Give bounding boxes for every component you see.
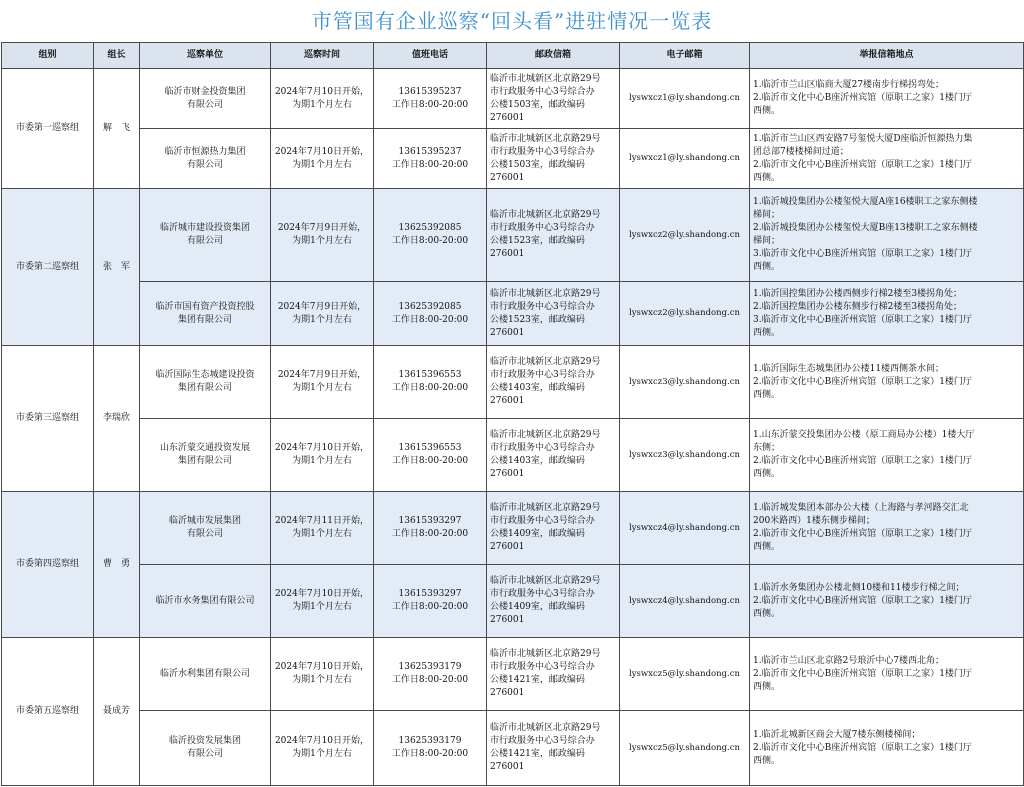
text-line: 276001 — [490, 615, 525, 625]
text-line: 2024年7月10日开始， — [274, 146, 370, 157]
text-line: 公楼1409室，邮政编码 — [490, 529, 585, 539]
text-line: 2024年7月11日开始， — [274, 516, 370, 526]
email-address: lyswxcz3@ly.shandong.cn — [620, 419, 750, 492]
text-line: 工作日8:00-20:00 — [391, 314, 469, 325]
text-line: 2024年7月10日开始， — [274, 443, 370, 453]
text-line: 为期1个月左右 — [292, 159, 352, 170]
text-line: 2.临沂国控集团办公楼东侧步行梯2楼至3楼拐角处； — [753, 301, 963, 312]
text-line: 为期1个月左右 — [292, 236, 352, 246]
inspection-time — [271, 189, 374, 282]
text-line: 西侧。 — [753, 389, 781, 400]
group-name: 市委第五巡察组 — [2, 638, 94, 786]
inspection-unit — [140, 565, 271, 638]
text-line: 2.临沂市文化中心B座沂州宾馆（原职工之家）1楼门厅 — [753, 159, 972, 170]
text-line: 为期1个月左右 — [292, 675, 352, 685]
group-leader: 李瑞欣 — [94, 346, 140, 492]
text-line: 西侧。 — [753, 172, 781, 183]
inspection-unit — [140, 189, 271, 282]
text-line: 1.临沂城发集团本部办公大楼（上海路与孝河路交汇北 — [753, 503, 969, 513]
text-line: 有限公司 — [186, 529, 223, 539]
text-line: 2.临沂市文化中心B座沂州宾馆（原职工之家）1楼门厅 — [753, 529, 972, 539]
text-line: 临沂市北城新区北京路29号 — [490, 503, 601, 513]
inspection-time — [271, 711, 374, 786]
text-line: 工作日8:00-20:00 — [391, 383, 469, 393]
report-box-location — [750, 492, 1024, 565]
text-line: 临沂市北城新区北京路29号 — [490, 576, 601, 586]
text-line: 13625393179 — [398, 662, 462, 672]
text-line: 西侧。 — [753, 327, 781, 338]
email-address: lyswxcz1@ly.shandong.cn — [620, 69, 750, 129]
text-line: 临沂市北城新区北京路29号 — [490, 73, 601, 84]
text-line: 276001 — [490, 327, 525, 338]
text-line: 山东沂蒙交通投资发展 — [159, 443, 250, 453]
table-row — [2, 419, 1024, 492]
email-address: lyswxcz4@ly.shandong.cn — [620, 565, 750, 638]
text-line: 2.临沂市文化中心B座沂州宾馆（原职工之家）1楼门厅 — [753, 376, 972, 387]
text-line: 13615396553 — [398, 443, 462, 453]
text-line: 1.临沂市兰山区北京路2号琅沂中心7楼西北角； — [753, 655, 945, 666]
table-row — [2, 189, 1024, 282]
report-box-location — [750, 419, 1024, 492]
text-line: 为期1个月左右 — [292, 456, 352, 466]
text-line: 市行政服务中心3号综合办 — [490, 516, 595, 526]
postal-box — [487, 565, 620, 638]
text-line: 2024年7月9日开始， — [277, 223, 367, 233]
text-line: 临沂市北城新区北京路29号 — [490, 723, 601, 733]
table-row — [2, 565, 1024, 638]
text-line: 1.临沂城投集团办公楼玺悦大厦A座16楼职工之家东侧楼 — [753, 197, 978, 207]
text-line: 工作日8:00-20:00 — [391, 99, 469, 110]
text-line: 临沂国际生态城建设投资 — [155, 370, 255, 380]
table-row — [2, 69, 1024, 129]
text-line: 276001 — [490, 249, 525, 259]
text-line: 200米路西）1楼东侧步梯间； — [753, 516, 875, 526]
text-line: 临沂市北城新区北京路29号 — [490, 357, 601, 367]
text-line: 公楼1403室，邮政编码 — [490, 456, 585, 466]
text-line: 2.临沂市文化中心B座沂州宾馆（原职工之家）1楼门厅 — [753, 93, 972, 103]
text-line: 2.临沂城投集团办公楼玺悦大厦B座13楼职工之家东侧楼 — [753, 223, 978, 233]
text-line: 公楼1523室，邮政编码 — [490, 314, 585, 325]
text-line: 工作日8:00-20:00 — [391, 749, 469, 759]
text-line: 为期1个月左右 — [292, 99, 352, 110]
inspection-time — [271, 565, 374, 638]
header-email: 电子邮箱 — [620, 43, 750, 69]
inspection-time — [271, 492, 374, 565]
text-line: 工作日8:00-20:00 — [391, 456, 469, 466]
inspection-time — [271, 346, 374, 419]
text-line: 有限公司 — [186, 749, 223, 759]
text-line: 276001 — [490, 469, 525, 479]
text-line: 西侧。 — [753, 608, 781, 619]
email-address: lyswxcz4@ly.shandong.cn — [620, 492, 750, 565]
text-line: 临沂水利集团有限公司 — [159, 668, 250, 679]
inspection-unit — [140, 638, 271, 711]
text-line: 13615396553 — [398, 370, 462, 380]
duty-phone — [374, 69, 487, 129]
header-group: 组别 — [2, 43, 94, 69]
report-box-location — [750, 129, 1024, 189]
text-line: 集团有限公司 — [177, 314, 232, 325]
text-line: 西侧。 — [753, 755, 781, 766]
text-line: 梯间； — [753, 236, 781, 246]
text-line: 276001 — [490, 112, 525, 123]
inspection-unit — [140, 69, 271, 129]
text-line: 西侧。 — [753, 681, 781, 692]
table-row — [2, 711, 1024, 786]
text-line: 公楼1503室，邮政编码 — [490, 159, 585, 170]
text-line: 西侧。 — [753, 542, 781, 552]
text-line: 西侧。 — [753, 262, 781, 272]
text-line: 临沂市北城新区北京路29号 — [490, 649, 601, 659]
email-address: lyswxcz2@ly.shandong.cn — [620, 282, 750, 346]
text-line: 工作日8:00-20:00 — [391, 529, 469, 539]
inspection-unit — [140, 129, 271, 189]
text-line: 为期1个月左右 — [292, 383, 352, 393]
text-line: 为期1个月左右 — [292, 602, 352, 612]
text-line: 市行政服务中心3号综合办 — [490, 301, 595, 312]
text-line: 2.临沂市文化中心B座沂州宾馆（原职工之家）1楼门厅 — [753, 668, 972, 679]
text-line: 2.临沂市文化中心B座沂州宾馆（原职工之家）1楼门厅 — [753, 456, 972, 466]
text-line: 2024年7月10日开始， — [274, 589, 370, 599]
group-name: 市委第四巡察组 — [2, 492, 94, 638]
text-line: 为期1个月左右 — [292, 529, 352, 539]
text-line: 公楼1503室，邮政编码 — [490, 99, 585, 110]
group-leader: 解 飞 — [94, 69, 140, 189]
report-box-location — [750, 711, 1024, 786]
text-line: 13625392085 — [398, 223, 462, 233]
text-line: 2024年7月10日开始， — [274, 86, 370, 97]
postal-box — [487, 69, 620, 129]
text-line: 公楼1421室，邮政编码 — [490, 675, 585, 685]
postal-box — [487, 129, 620, 189]
text-line: 公楼1409室，邮政编码 — [490, 602, 585, 612]
duty-phone — [374, 711, 487, 786]
duty-phone — [374, 129, 487, 189]
document-title: 市管国有企业巡察“回头看”进驻情况一览表 — [311, 9, 713, 33]
text-line: 集团有限公司 — [177, 383, 232, 393]
text-line: 13615393297 — [398, 589, 462, 599]
inspection-unit — [140, 346, 271, 419]
text-line: 2.临沂市文化中心B座沂州宾馆（原职工之家）1楼门厅 — [753, 595, 972, 606]
email-address: lyswxcz2@ly.shandong.cn — [620, 189, 750, 282]
text-line: 临沂城市建设投资集团 — [159, 223, 250, 233]
text-line: 13615393297 — [398, 516, 462, 526]
text-line: 团总部7楼楼梯间过道； — [753, 146, 849, 157]
text-line: 2.临沂市文化中心B座沂州宾馆（原职工之家）1楼门厅 — [753, 742, 972, 753]
text-line: 13625392085 — [398, 301, 462, 312]
report-box-location — [750, 189, 1024, 282]
inspection-unit — [140, 711, 271, 786]
text-line: 公楼1421室，邮政编码 — [490, 749, 585, 759]
report-box-location — [750, 69, 1024, 129]
text-line: 临沂市北城新区北京路29号 — [490, 288, 601, 299]
text-line: 市行政服务中心3号综合办 — [490, 736, 595, 746]
text-line: 公楼1403室，邮政编码 — [490, 383, 585, 393]
text-line: 1.临沂水务集团办公楼北侧10楼和11楼步行梯之间； — [753, 582, 965, 593]
group-name: 市委第二巡察组 — [2, 189, 94, 346]
text-line: 为期1个月左右 — [292, 314, 352, 325]
group-leader: 曹 勇 — [94, 492, 140, 638]
text-line: 临沂市恒源热力集团 — [164, 146, 246, 157]
text-line: 1.临沂市兰山区临商大厦27楼南步行梯拐弯处； — [753, 80, 945, 90]
text-line: 市行政服务中心3号综合办 — [490, 589, 595, 599]
text-line: 市行政服务中心3号综合办 — [490, 443, 595, 453]
text-line: 276001 — [490, 172, 525, 183]
text-line: 1.临沂国控集团办公楼西侧步行梯2楼至3楼拐角处； — [753, 288, 963, 299]
text-line: 梯间； — [753, 210, 781, 220]
group-leader: 聂成芳 — [94, 638, 140, 786]
group-name: 市委第三巡察组 — [2, 346, 94, 492]
inspection-time — [271, 129, 374, 189]
text-line: 276001 — [490, 762, 525, 772]
header-time: 巡察时间 — [271, 43, 374, 69]
report-box-location — [750, 565, 1024, 638]
text-line: 临沂市水务集团有限公司 — [155, 595, 255, 606]
inspection-time — [271, 69, 374, 129]
text-line: 有限公司 — [186, 236, 223, 246]
text-line: 西侧。 — [753, 106, 781, 116]
text-line: 有限公司 — [186, 159, 223, 170]
table-row — [2, 492, 1024, 565]
text-line: 东侧； — [753, 443, 781, 453]
text-line: 1.临沂市兰山区西安路7号玺悦大厦D座临沂恒源热力集 — [753, 133, 973, 144]
postal-box — [487, 282, 620, 346]
text-line: 临沂投资发展集团 — [168, 736, 241, 746]
header-unit: 巡察单位 — [140, 43, 271, 69]
table-row — [2, 346, 1024, 419]
postal-box — [487, 419, 620, 492]
text-line: 临沂城市发展集团 — [168, 516, 241, 526]
text-line: 276001 — [490, 396, 525, 406]
text-line: 1.临沂国际生态城集团办公楼11楼西侧茶水间； — [753, 363, 945, 374]
text-line: 276001 — [490, 542, 525, 552]
text-line: 市行政服务中心3号综合办 — [490, 146, 595, 157]
header-leader: 组长 — [94, 43, 140, 69]
text-line: 市行政服务中心3号综合办 — [490, 662, 595, 672]
text-line: 临沂市北城新区北京路29号 — [490, 430, 601, 440]
table-row — [2, 282, 1024, 346]
email-address: lyswxcz5@ly.shandong.cn — [620, 711, 750, 786]
email-address: lyswxcz1@ly.shandong.cn — [620, 129, 750, 189]
group-leader: 张 军 — [94, 189, 140, 346]
postal-box — [487, 711, 620, 786]
report-box-location — [750, 346, 1024, 419]
postal-box — [487, 346, 620, 419]
text-line: 市行政服务中心3号综合办 — [490, 370, 595, 380]
duty-phone — [374, 565, 487, 638]
text-line: 13615395237 — [398, 146, 462, 157]
inspection-time — [271, 638, 374, 711]
duty-phone — [374, 189, 487, 282]
table-row — [2, 638, 1024, 711]
text-line: 临沂市国有资产投资控股 — [155, 301, 255, 312]
duty-phone — [374, 638, 487, 711]
group-name: 市委第一巡察组 — [2, 69, 94, 189]
header-phone: 值班电话 — [374, 43, 487, 69]
inspection-unit — [140, 282, 271, 346]
text-line: 2024年7月9日开始， — [277, 301, 367, 312]
inspection-unit — [140, 492, 271, 565]
duty-phone — [374, 419, 487, 492]
duty-phone — [374, 282, 487, 346]
inspection-table — [1, 42, 1024, 786]
report-box-location — [750, 282, 1024, 346]
text-line: 有限公司 — [186, 99, 223, 110]
header-report-location: 举报信箱地点 — [750, 43, 1024, 69]
text-line: 市行政服务中心3号综合办 — [490, 223, 595, 233]
text-line: 1.临沂北城新区商会大厦7楼东侧楼梯间； — [753, 729, 921, 740]
text-line: 西侧。 — [753, 469, 781, 479]
email-address: lyswxcz3@ly.shandong.cn — [620, 346, 750, 419]
inspection-time — [271, 282, 374, 346]
table-row — [2, 129, 1024, 189]
text-line: 工作日8:00-20:00 — [391, 236, 469, 246]
text-line: 市行政服务中心3号综合办 — [490, 86, 595, 97]
text-line: 2024年7月9日开始， — [277, 370, 367, 380]
text-line: 2024年7月10日开始， — [274, 736, 370, 746]
text-line: 临沂市财金投资集团 — [164, 86, 246, 97]
duty-phone — [374, 492, 487, 565]
text-line: 13625393179 — [398, 736, 462, 746]
text-line: 工作日8:00-20:00 — [391, 675, 469, 685]
text-line: 临沂市北城新区北京路29号 — [490, 210, 601, 220]
duty-phone — [374, 346, 487, 419]
email-address: lyswxcz5@ly.shandong.cn — [620, 638, 750, 711]
inspection-unit — [140, 419, 271, 492]
postal-box — [487, 492, 620, 565]
text-line: 集团有限公司 — [177, 456, 232, 466]
text-line: 工作日8:00-20:00 — [391, 159, 469, 170]
text-line: 为期1个月左右 — [292, 749, 352, 759]
text-line: 工作日8:00-20:00 — [391, 602, 469, 612]
header-postbox: 邮政信箱 — [487, 43, 620, 69]
text-line: 临沂市北城新区北京路29号 — [490, 133, 601, 144]
report-box-location — [750, 638, 1024, 711]
inspection-time — [271, 419, 374, 492]
table-header-row — [2, 43, 1024, 69]
text-line: 2024年7月10日开始， — [274, 662, 370, 672]
text-line: 公楼1523室，邮政编码 — [490, 236, 585, 246]
text-line: 276001 — [490, 688, 525, 698]
text-line: 13615395237 — [398, 86, 462, 97]
text-line: 3.临沂市文化中心B座沂州宾馆（原职工之家）1楼门厅 — [753, 249, 972, 259]
postal-box — [487, 638, 620, 711]
text-line: 1.山东沂蒙交投集团办公楼（原工商局办公楼）1楼大厅 — [753, 430, 975, 440]
text-line: 3.临沂市文化中心B座沂州宾馆（原职工之家）1楼门厅 — [753, 314, 972, 325]
postal-box — [487, 189, 620, 282]
